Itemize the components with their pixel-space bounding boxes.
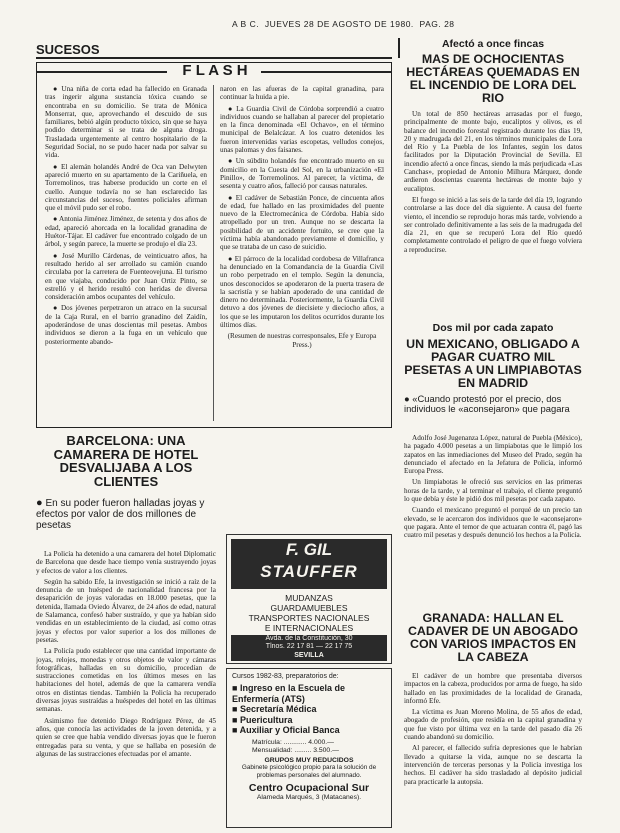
ad-school-fee: Mensualidad: ......... 3.500.— — [252, 746, 339, 754]
granada-body — [404, 672, 582, 830]
barcelona-paragraph: Asimismo fue detenido Diego Rodríguez Pérez, de 45 años, que conocía las actividades de la joven detenida, y a quien se cree que había vendido diversas joyas que le fueron entregadas para su venta, y que se hallaba en posesión de algunas de las sustracciones efectuadas por el amante. — [36, 716, 216, 758]
bullet-icon: ● — [404, 394, 410, 404]
ad-gil-logo-line2: STAUFFER — [260, 562, 358, 581]
section-title: SUCESOS — [36, 42, 100, 57]
ad-gil-logo — [231, 539, 387, 589]
ad-school-item: ■ Secretaría Médica — [232, 704, 317, 715]
barcelona-headline: BARCELONA: UNA CAMARERA DE HOTEL DESVALIJABA A LOS CLIENTES — [53, 434, 199, 489]
ad-gil-city: SEVILLA — [294, 651, 324, 659]
ad-school-intro: Cursos 1982-83, preparatorios de: — [232, 673, 339, 680]
ad-gil-services — [229, 593, 389, 635]
bullet-icon: ● — [36, 497, 43, 509]
lora-paragraph: Un total de 850 hectáreas arrasadas por el fuego, principalmente de monte bajo, eucaliptos y olivos, es el balance del incendio forestal registrado durante los días 19, 20 y madrugada del 21, en los términos municipales de Lora del Río y La Puebla de los Infantes, según los datos facilitados por la Diputación Provincial de Sevilla. El incendio afectó a once fincas, siendo la más perjudicada «Las Canchas», propiedad de Antonio Milhura Márquez, donde ardieron doscientas cuarenta hectáreas de monte bajo y eucaliptos. — [404, 110, 582, 193]
flash-item: ● El párroco de la localidad cordobesa de Villafranca ha denunciado en la Comandancia de la Guardia Civil un robo perpetrado en el templo. Según la denuncia, unos desconocidos se apoderaron de la puerta trasera de la sacristía y se habían apoderado de una cantidad de dinero no determinada. Posteriormente, la Guardia Civil detuvo a dos jóvenes de diecisiete y dieciocho años, a los que se les imputaron los delitos ocurridos durante los últimos días. — [220, 254, 384, 330]
mexicano-kicker: Dos mil por cada zapato — [432, 322, 554, 334]
granada-paragraph: El cadáver de un hombre que presentaba diversos impactos en la cabeza, producidos por arma de fuego, ha sido hallado en las proximidades de la localidad de Granada, informó Efe. — [404, 672, 582, 705]
flash-rule-right — [261, 71, 391, 73]
mexicano-paragraph: Un limpiabotas le ofreció sus servicios en las primeras horas de la tarde, y al terminar el trabajo, el cliente preguntó lo que debía y éste le pidió dos mil pesetas por cada zapato. — [404, 478, 582, 504]
granada-paragraph: Al parecer, el fallecido sufría depresiones que le habrían llevado a quitarse la vida, aunque no se descarta la intervención de terceras personas y la Policía investiga los hechos. El cadáver ha sido trasladado al depósito judicial para practicarle la autopsia. — [404, 744, 582, 786]
page-header — [232, 19, 472, 31]
ad-school-name: Centro Ocupacional Sur — [248, 782, 370, 795]
lora-headline: MAS DE OCHOCIENTAS HECTÁREAS QUEMADAS EN EL INCENDIO DE LORA DEL RIO — [406, 53, 580, 106]
ad-gil-phones: Tlnos. 22 17 81 — 22 17 75 — [265, 643, 353, 651]
barcelona-paragraph: Según ha sabido Efe, la investigación se inició a raíz de la denuncia de un huésped de nacionalidad francesa por la desaparición de joyas valoradas en 18.000 pesetas, que la detenida, llamada Oviedo Álvarez, de 24 años de edad, natural de Salamanca, confesó haber sustraído, y que ya habían sido vendidas en un establecimiento de la ciudad, así como otras joyas y efectos por valor superior a los dos millones de pesetas. — [36, 577, 216, 644]
lora-kicker: Afectó a once fincas — [441, 38, 545, 50]
flash-item: ● El alemán holandés André de Oca van Delwyten apareció muerto en su apartamento de la Cariñuela, en Torremolinos, tras haberse producido un corte en el cuello. Aunque todavía no se han esclarecido las circunstancias del suceso, fuentes policiales afirman que el móvil pudo ser el robo. — [45, 162, 207, 213]
ad-school-item: ■ Auxiliar y Oficial Banca — [232, 725, 340, 736]
ad-gil-logo-line1: F. GIL — [285, 540, 333, 559]
barcelona-subhead-text: En su poder fueron halladas joyas y efectos por valor de dos millones de pesetas — [36, 498, 205, 532]
ad-gil-line: GUARDAMUEBLES — [270, 603, 348, 613]
flash-column-divider — [213, 85, 214, 421]
ad-school-groups: GRUPOS MUY REDUCIDOS — [264, 756, 354, 764]
mexicano-paragraph: Adolfo José Jugenanza López, natural de Puebla (México), ha pagado 4.000 pesetas a un limpiabotas que le limpió los zapatos en las inmediaciones del Museo del Prado, según ha denunciado el afectado en la Jefatura de Policía, informó Europa Press. — [404, 434, 582, 476]
flash-item: ● Una niña de corta edad ha fallecido en Granada tras ingerir alguna sustancia tóxica cuando se encontraba en su domicilio. Se trata de Mónica Monserrat, que, aprovechando el descuido de sus familiares, bebió algún producto tóxico, sin que se haya podido determinar si se trata de alguna droga. Trasladada urgentemente al centro hospitalario de la Seguridad Social, no se pudo hacer nada por salvar su vida. — [45, 85, 207, 160]
ad-centro-ocupacional — [226, 668, 392, 828]
square-bullet-icon: ■ — [232, 704, 238, 715]
right-column-rule — [398, 38, 400, 58]
mexicano-paragraph: Cuando el mexicano preguntó el porqué de un precio tan elevado, se le acercaron dos individuos que le «aconsejaron» que pagara. Ante el temor de que actuaran contra él, pagó las cuatro mil pesetas y después denunció los hechos a la Policía. — [404, 506, 582, 540]
flash-item: ● Dos jóvenes perpetraron un atraco en la sucursal de la Caja Rural, en el barrio granadino del Zaidín, apoderándose de unas doscientas mil pesetas. Ambos individuos se dieron a la fuga en un vehículo que posteriormente abando- — [45, 304, 207, 346]
barcelona-paragraph: La Policía ha detenido a una camarera del hotel Diplomatic de Barcelona que desde hace tiempo venía sustrayendo joyas y efectos de valor a los clientes. — [36, 550, 216, 575]
barcelona-subhead — [36, 497, 216, 545]
ad-school-list — [232, 683, 386, 736]
barcelona-paragraph: La Policía pudo establecer que una cantidad importante de joyas, relojes, monedas y otros objetos de valor y cámaras fotográficas, halladas en su domicilio, procedían de sustracciones cometidas en los últimos meses en las habitaciones del hotel, además de que la camarera vendía otros en distintas tiendas. También la Policía ha recuperado diversas joyas sustraídas a huéspedes del hotel en las últimas semanas. — [36, 647, 216, 714]
flash-item: ● Antonia Jiménez Jiménez, de setenta y dos años de edad, apareció ahorcada en la localidad granadina de Huétor-Tájar. El cadáver fue encontrado colgado de un árbol, y según parece, la muerte se produjo el día 23. — [45, 215, 207, 249]
square-bullet-icon: ■ — [232, 725, 238, 736]
flash-column-1 — [45, 85, 207, 425]
granada-paragraph: La víctima es Juan Moreno Molina, de 55 años de edad, abogado de profesión, que residía en la capital granadina y que fue visto por última vez en la tarde del pasado día 26 cuando abandonó su domicilio. — [404, 708, 582, 742]
ad-school-fee: Matrícula: ............ 4.000.— — [252, 738, 334, 746]
lora-body — [404, 110, 582, 318]
section-rule — [36, 57, 392, 59]
flash-title: F L A S H — [182, 62, 248, 79]
mexicano-subhead — [404, 394, 582, 430]
header-date: JUEVES 28 DE AGOSTO DE 1980. — [264, 19, 414, 29]
ad-gil-stauffer — [226, 534, 392, 664]
paper-name: A B C. — [232, 19, 260, 29]
flash-box — [36, 62, 392, 428]
flash-item: ● José Murillo Cárdenas, de veinticuatro años, ha resultado herido al ser arrollado su camión cuando circulaba por la carretera de Fuenteovejuna. El turismo en que viajaba, conducido por Juan Ortiz Pinto, se estrelló y el herido resultó con heridas de diversa consideración ambos ocupantes del vehículo. — [45, 251, 207, 302]
flash-item: ● La Guardia Civil de Córdoba sorprendió a cuatro individuos cuando se hallaban al parecer del propietario en la finca denominada «El Ochavo», en el término municipal de Belalcázar. A los cuatro detenidos les fueron intervenidas varias escopetas, velludos conejos, unas palomas y dos faisanes. — [220, 104, 384, 155]
flash-credit: (Resumen de nuestras corresponsales, Efe y Europa Press.) — [227, 332, 377, 349]
lora-paragraph: El fuego se inició a las seis de la tarde del día 19, logrando controlarse a las doce del día siguiente. A causa del fuerte viento, el incendio se reprodujo horas más tarde, volviendo a ser controlado definitivamente a las seis de la madrugada del día 21, en que se recuperó Lora del Río quedó completamente controlado el peligro de que el fuego volviera a reproducirse. — [404, 195, 582, 254]
flash-item: ● Un súbdito holandés fue encontrado muerto en su domicilio en la Cuesta del Sol, en la urbanización «El Pinillo», de Torremolinos. Al parecer, la víctima, de sesenta y cuatro años, falleció por causas naturales. — [220, 157, 384, 191]
ad-gil-line: E INTERNACIONALES — [264, 623, 354, 633]
flash-item: ● El cadáver de Sebastián Ponce, de cincuenta años de edad, fue hallado en las proximidades del puente nuevo de la Electromecánica de Córdoba. Había sido atropellado por un tren. Aunque no se descarta la posibilidad de un accidente fortuito, se cree que la víctima había abandonado previamente el domicilio, y que se trataba de un caso de suicidio. — [220, 193, 384, 252]
ad-school-fees — [232, 739, 386, 755]
ad-school-item: ■ Ingreso en la Escuela de Enfermería (ATS) — [232, 683, 345, 704]
ad-gil-line: MUDANZAS — [285, 593, 333, 603]
square-bullet-icon: ■ — [232, 714, 238, 725]
square-bullet-icon: ■ — [232, 683, 238, 693]
flash-rule-left — [37, 71, 167, 73]
mexicano-body — [404, 434, 582, 610]
barcelona-body — [36, 550, 216, 832]
ad-gil-line: TRANSPORTES NACIONALES — [248, 613, 370, 623]
flash-column-2 — [220, 85, 384, 425]
ad-gil-contact — [231, 635, 387, 661]
mexicano-subhead-text: «Cuando protestó por el precio, dos individuos le «aconsejaron» que pagara — [404, 394, 570, 415]
ad-gil-address: Avda. de la Constitución, 30 — [265, 635, 353, 642]
page-number: PAG. 28 — [419, 19, 455, 29]
granada-headline: GRANADA: HALLAN EL CADAVER DE UN ABOGADO CON VARIOS IMPACTOS EN LA CABEZA — [407, 612, 579, 665]
flash-item: naron en las afueras de la capital granadina, para continuar la huida a pie. — [220, 85, 384, 102]
mexicano-headline: UN MEXICANO, OBLIGADO A PAGAR CUATRO MIL PESETAS A UN LIMPIABOTAS EN MADRID — [404, 338, 582, 391]
ad-school-item: ■ Puericultura — [232, 714, 293, 725]
ad-school-note: Gabinete psicológico propio para la solución de problemas personales del alumnado. — [241, 763, 377, 779]
ad-school-address: Alameda Marqués, 3 (Matacanes). — [256, 794, 362, 802]
